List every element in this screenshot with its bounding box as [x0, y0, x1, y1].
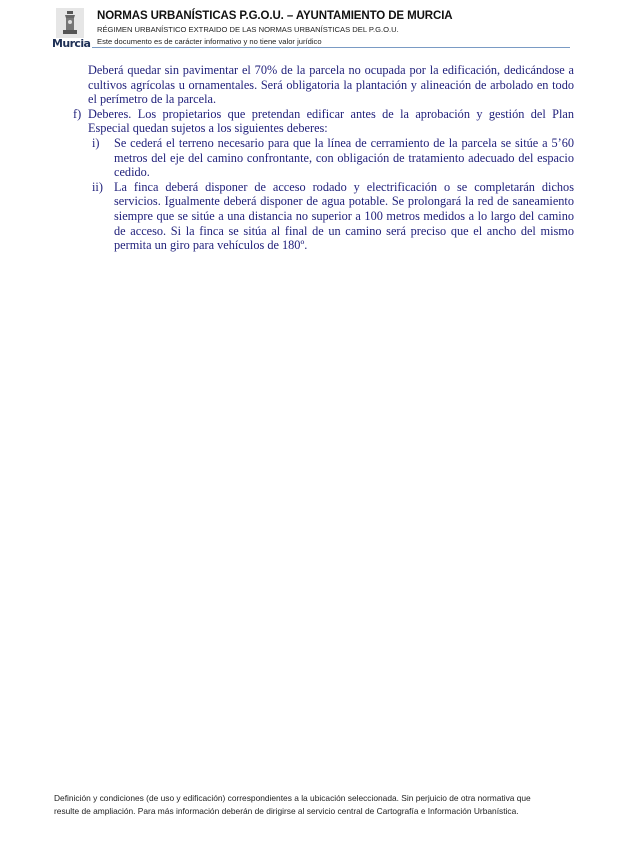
list-marker-i: i) — [92, 135, 100, 150]
list-item-i — [88, 136, 574, 180]
list-item-f — [73, 106, 574, 253]
header-divider — [92, 47, 570, 48]
footer-line-1: Definición y condiciones (de uso y edificación) correspondientes a la ubicación seleccionada. Sin perjuicio de otra normativa que — [54, 793, 531, 803]
footer-line-2: resulte de ampliación. Para más información deberán de dirigirse al servicio central de Cartografía e Información Urbanística. — [54, 805, 519, 816]
item-f-text: Deberes. Los propietarios que pretendan edificar antes de la aprobación y gestión del Plan Especial quedan sujetos a los siguientes deberes: — [88, 106, 574, 136]
item-i-text: Se cederá el terreno necesario para que la línea de cerramiento de la parcela se sitúe a 5’60 metros del eje del camino confrontante, con obligación de tratamiento adecuado del espacio cedido. — [114, 135, 574, 180]
logo-word: Murcia — [52, 37, 91, 50]
list-marker-ii: ii) — [92, 179, 103, 194]
document-header — [52, 6, 572, 50]
murcia-coat-of-arms-icon — [56, 8, 84, 38]
item-ii-text: La finca deberá disponer de acceso rodado y electrificación o se completarán dichos servicios. Igualmente deberá disponer de agua potable. Se prolongará la red de saneamiento siempre que se sitúe a una distancia no superior a 100 metros medidos a lo largo del camino de acceso. Si la finca se sitúa al final de un camino será preciso que el ancho del mismo permita un giro para vehículos de 180º. — [114, 179, 574, 253]
murcia-logo — [52, 8, 91, 50]
list-item-ii — [88, 180, 574, 253]
intro-paragraph: Deberá quedar sin pavimentar el 70% de la parcela no ocupada por la edificación, dedicándose a cultivos agrícolas u ornamentales. Será obligatoria la plantación y alineación de arbolado en todo el perímetro de la parcela. — [88, 63, 574, 107]
document-footer — [54, 792, 574, 817]
header-title: NORMAS URBANÍSTICAS P.G.O.U. – AYUNTAMIENTO DE MURCIA — [97, 10, 453, 22]
header-subtitle: RÉGIMEN URBANÍSTICO EXTRAIDO DE LAS NORMAS URBANÍSTICAS DEL P.G.O.U. — [97, 25, 399, 34]
list-marker-f: f) — [73, 106, 82, 121]
document-body — [73, 63, 574, 253]
header-disclaimer: Este documento es de carácter informativo y no tiene valor jurídico — [97, 37, 322, 46]
